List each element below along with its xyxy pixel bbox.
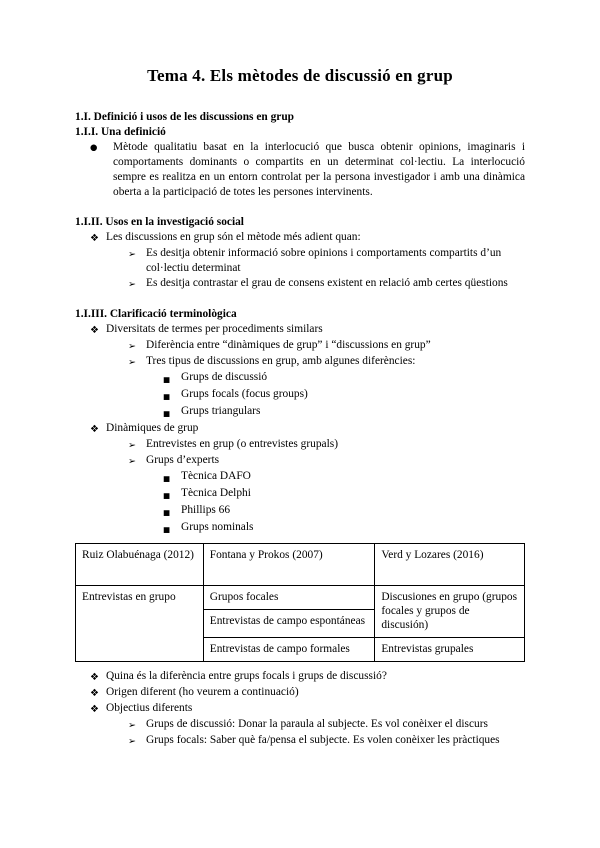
square-bullet-icon: ■ xyxy=(163,525,171,534)
list-item-text: Grups nominals xyxy=(181,521,254,533)
diamond-bullet-icon: ❖ xyxy=(90,704,99,715)
table-header-cell: Ruiz Olabuénaga (2012) xyxy=(76,544,204,586)
diamond-bullet-icon: ❖ xyxy=(90,424,99,435)
list-item xyxy=(90,322,525,338)
list-item xyxy=(163,387,525,404)
list-item-text: Grups d’experts xyxy=(146,454,220,466)
list-item-text: Grups de discussió xyxy=(181,371,268,383)
list-item xyxy=(128,246,525,276)
list-item-text: Origen diferent (ho veurem a continuació) xyxy=(106,686,299,698)
square-bullet-icon: ■ xyxy=(163,474,171,483)
square-bullet-icon: ■ xyxy=(163,392,171,401)
table-header-row xyxy=(76,544,525,586)
table-row xyxy=(76,586,525,610)
list-item xyxy=(163,486,525,503)
list-item xyxy=(128,354,525,370)
diamond-bullet-icon: ❖ xyxy=(90,688,99,699)
table-cell: Entrevistas de campo formales xyxy=(203,638,375,662)
list-item xyxy=(163,370,525,387)
section-heading-1I: 1.I. Definició i usos de les discussions en grup xyxy=(75,111,294,123)
list-item-text: Les discussions en grup són el mètode més adient quan: xyxy=(106,231,361,243)
list-item xyxy=(128,453,525,469)
square-bullet-icon: ■ xyxy=(163,409,171,418)
table-cell: Grupos focales xyxy=(203,586,375,610)
list-item-text: Grups focals: Saber què fa/pensa el subjecte. Es volen conèixer les pràctiques xyxy=(146,734,500,746)
list-item-text: Quina és la diferència entre grups focals i grups de discussió? xyxy=(106,670,387,682)
list-item xyxy=(128,276,525,292)
list-item-text: Entrevistes en grup (o entrevistes grupals) xyxy=(146,438,339,450)
square-bullet-icon: ■ xyxy=(163,375,171,384)
arrow-bullet-icon: ➢ xyxy=(128,357,136,368)
table-cell: Entrevistas de campo espontáneas xyxy=(203,610,375,638)
list-item xyxy=(90,701,525,717)
list-item-text: Grups focals (focus groups) xyxy=(181,388,308,400)
doc-title: Tema 4. Els mètodes de discussió en grup xyxy=(147,66,453,85)
list-item-text: Phillips 66 xyxy=(181,504,231,516)
arrow-bullet-icon: ➢ xyxy=(128,279,136,290)
list-item-text: Tècnica Delphi xyxy=(181,487,251,499)
table-cell: Discusiones en grupo (grupos focales y grupos de discusión) xyxy=(375,586,525,638)
arrow-bullet-icon: ➢ xyxy=(128,456,136,467)
table-cell: Entrevistas grupales xyxy=(375,638,525,662)
subsection-heading-1III: 1.I.II. Usos en la investigació social xyxy=(75,216,244,228)
subsection-heading-1II: 1.I.I. Una definició xyxy=(75,126,166,138)
arrow-bullet-icon: ➢ xyxy=(128,440,136,451)
diamond-bullet-icon: ❖ xyxy=(90,672,99,683)
list-item-text: Dinàmiques de grup xyxy=(106,422,199,434)
list-item xyxy=(128,338,525,354)
arrow-bullet-icon: ➢ xyxy=(128,736,136,747)
list-item xyxy=(90,669,525,685)
arrow-bullet-icon: ➢ xyxy=(128,341,136,352)
diamond-bullet-icon: ❖ xyxy=(90,325,99,336)
list-item xyxy=(128,437,525,453)
subsection-heading-1IIII: 1.I.III. Clarificació terminològica xyxy=(75,308,237,320)
table-cell: Entrevistas en grupo xyxy=(76,586,204,662)
list-item xyxy=(128,717,525,733)
list-item xyxy=(163,469,525,486)
arrow-bullet-icon: ➢ xyxy=(128,720,136,731)
table-header-cell: Verd y Lozares (2016) xyxy=(375,544,525,586)
list-item-text: Tècnica DAFO xyxy=(181,470,251,482)
list-item xyxy=(163,520,525,537)
comparison-table xyxy=(75,543,525,662)
list-item-text: Es desitja contrastar el grau de consens existent en relació amb certes qüestions xyxy=(146,277,508,289)
list-item xyxy=(128,733,525,749)
list-item-text: Mètode qualitatiu basat en la interlocució que busca obtenir opinions, imaginaris i comportaments dominants o compartits en un determinat col·lectiu. La interlocució sempre es realitza en un entorn controlat per la persona investigador i amb una dinàmica oberta a la participació de totes les persones intervinents. xyxy=(113,141,525,198)
list-item xyxy=(90,685,525,701)
list-item xyxy=(163,404,525,421)
list-item xyxy=(90,230,525,246)
arrow-bullet-icon: ➢ xyxy=(128,249,136,260)
list-item-text: Grups de discussió: Donar la paraula al subjecte. Es vol conèixer el discurs xyxy=(146,718,488,730)
square-bullet-icon: ■ xyxy=(163,508,171,517)
list-item xyxy=(90,140,525,200)
list-item-text: Tres tipus de discussions en grup, amb algunes diferències: xyxy=(146,355,416,367)
list-item-text: Objectius diferents xyxy=(106,702,193,714)
diamond-bullet-icon: ❖ xyxy=(90,233,99,244)
list-item xyxy=(90,421,525,437)
list-item xyxy=(163,503,525,520)
list-item-text: Diferència entre “dinàmiques de grup” i “discussions en grup” xyxy=(146,339,431,351)
list-item-text: Grups triangulars xyxy=(181,405,261,417)
bullet-icon: ● xyxy=(90,143,98,153)
list-item-text: Es desitja obtenir informació sobre opinions i comportaments compartits d’un col·lectiu determinat xyxy=(146,247,502,274)
table-header-cell: Fontana y Prokos (2007) xyxy=(203,544,375,586)
list-item-text: Diversitats de termes per procediments similars xyxy=(106,323,323,335)
square-bullet-icon: ■ xyxy=(163,491,171,500)
